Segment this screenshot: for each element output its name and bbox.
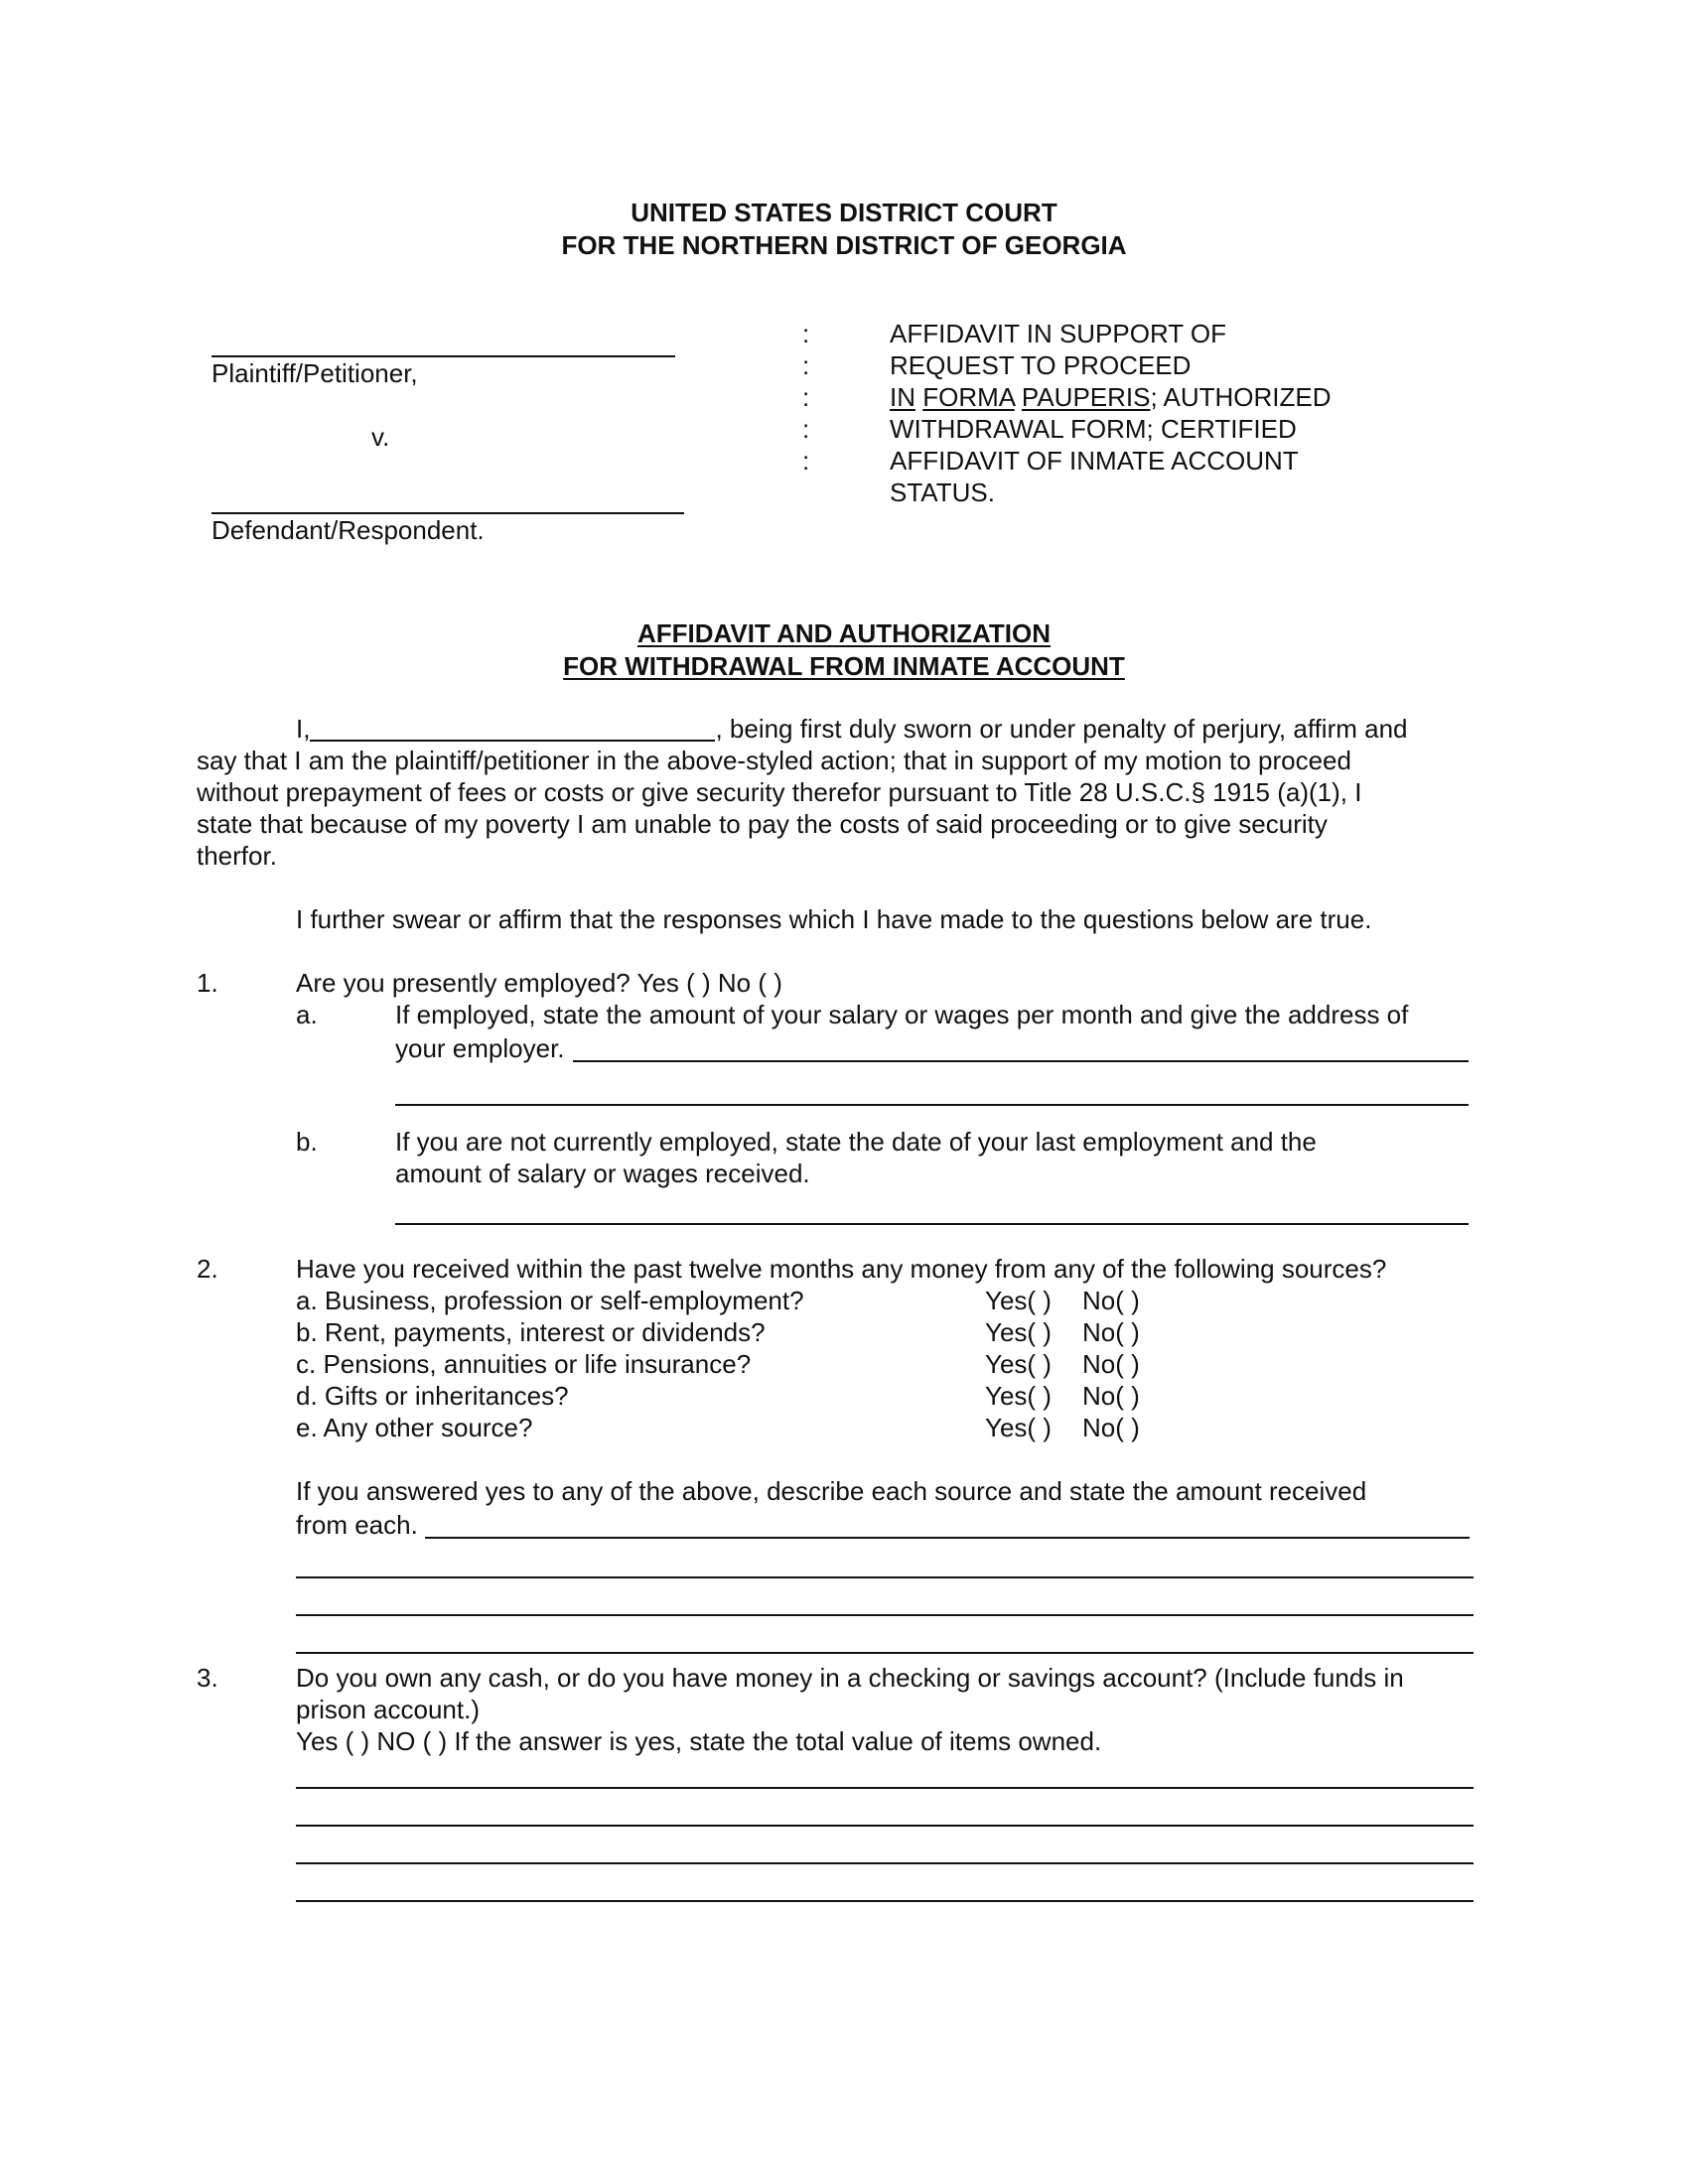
employer-answer-line[interactable] <box>395 1104 1469 1106</box>
sources-answer-line[interactable] <box>296 1614 1474 1616</box>
q3-text: Yes ( ) NO ( ) If the answer is yes, state the total value of items owned. <box>296 1726 1102 1756</box>
caption-colon: : <box>802 319 810 348</box>
q2-item-yes[interactable]: Yes( ) <box>985 1381 1052 1411</box>
q2-item-label: d. Gifts or inheritances? <box>296 1381 569 1411</box>
affidavit-title <box>0 617 1688 683</box>
q1b-label: b. <box>296 1127 318 1157</box>
versus-label: v. <box>371 422 390 452</box>
q2-item-yes[interactable]: Yes( ) <box>985 1286 1052 1315</box>
intro-line: therfor. <box>197 841 277 871</box>
q2-item-label: c. Pensions, annuities or life insurance? <box>296 1349 752 1379</box>
caption-title-line: STATUS. <box>890 478 995 507</box>
court-name: UNITED STATES DISTRICT COURT <box>631 198 1057 227</box>
assets-answer-line[interactable] <box>296 1900 1474 1902</box>
q1a-text: If employed, state the amount of your salary or wages per month and give the address of <box>395 1000 1409 1029</box>
i-prefix: I, <box>296 714 311 744</box>
q2-item-no[interactable]: No( ) <box>1082 1349 1140 1379</box>
intro-line: , being first duly sworn or under penalty of perjury, affirm and <box>715 714 1408 744</box>
caption-title-line: AFFIDAVIT OF INMATE ACCOUNT <box>890 446 1299 476</box>
q2-followup-text: If you answered yes to any of the above, describe each source and state the amount received <box>296 1476 1367 1506</box>
q2-number: 2. <box>197 1254 218 1284</box>
last-employment-answer-line[interactable] <box>395 1223 1469 1225</box>
assets-answer-line[interactable] <box>296 1787 1474 1789</box>
q1b-text: amount of salary or wages received. <box>395 1159 810 1188</box>
q2-text: Have you received within the past twelve months any money from any of the following sources? <box>296 1254 1387 1284</box>
caption-colon: : <box>802 350 810 380</box>
caption-colon: : <box>802 446 810 476</box>
q3-number: 3. <box>197 1663 218 1693</box>
intro-line: without prepayment of fees or costs or give security therefor pursuant to Title 28 U.S.C.§ 1915 (a)(1), I <box>197 777 1362 807</box>
q2-item-no[interactable]: No( ) <box>1082 1381 1140 1411</box>
q2-item-yes[interactable]: Yes( ) <box>985 1317 1052 1347</box>
q2-item-label: e. Any other source? <box>296 1413 533 1442</box>
q1-text: Are you presently employed? Yes ( ) No ( ) <box>296 968 782 998</box>
sources-answer-line[interactable] <box>425 1537 1470 1539</box>
q2-item-label: a. Business, profession or self-employment? <box>296 1286 804 1315</box>
q2-item-no[interactable]: No( ) <box>1082 1317 1140 1347</box>
court-district: FOR THE NORTHERN DISTRICT OF GEORGIA <box>561 230 1127 260</box>
q1b-text: If you are not currently employed, state the date of your last employment and the <box>395 1127 1317 1157</box>
employer-answer-line[interactable] <box>573 1060 1469 1062</box>
q2-item-yes[interactable]: Yes( ) <box>985 1413 1052 1442</box>
q2-followup-text: from each. <box>296 1510 418 1540</box>
intro-line: state that because of my poverty I am unable to pay the costs of said proceeding or to give security <box>197 809 1328 839</box>
court-header <box>0 197 1688 262</box>
in-latin: IN <box>890 382 915 412</box>
pauperis-latin: PAUPERIS <box>1021 382 1151 412</box>
sources-answer-line[interactable] <box>296 1576 1474 1578</box>
q2-item-no[interactable]: No( ) <box>1082 1413 1140 1442</box>
q3-text: prison account.) <box>296 1695 480 1724</box>
sources-answer-line[interactable] <box>296 1652 1474 1654</box>
q2-item-no[interactable]: No( ) <box>1082 1286 1140 1315</box>
assets-answer-line[interactable] <box>296 1862 1474 1864</box>
forma-latin: FORMA <box>922 382 1015 412</box>
title-line: FOR WITHDRAWAL FROM INMATE ACCOUNT <box>563 651 1125 681</box>
q1a-text: your employer. <box>395 1033 565 1063</box>
caption-authorized: ; AUTHORIZED <box>1150 382 1332 412</box>
caption-title-line: AFFIDAVIT IN SUPPORT OF <box>890 319 1227 348</box>
caption-title-line: REQUEST TO PROCEED <box>890 350 1192 380</box>
q2-item-label: b. Rent, payments, interest or dividends? <box>296 1317 766 1347</box>
q3-text: Do you own any cash, or do you have money in a checking or savings account? (Include funds in <box>296 1663 1404 1693</box>
defendant-label: Defendant/Respondent. <box>211 515 485 545</box>
caption-title-line <box>890 381 1332 413</box>
further-affirmation: I further swear or affirm that the responses which I have made to the questions below are true. <box>296 904 1372 934</box>
intro-first-line <box>296 713 1408 745</box>
caption-title-line: WITHDRAWAL FORM; CERTIFIED <box>890 414 1297 444</box>
plaintiff-label: Plaintiff/Petitioner, <box>211 358 418 388</box>
affiant-name-field[interactable] <box>310 714 715 742</box>
q2-item-yes[interactable]: Yes( ) <box>985 1349 1052 1379</box>
q1-number: 1. <box>197 968 218 998</box>
assets-answer-line[interactable] <box>296 1825 1474 1827</box>
intro-line: say that I am the plaintiff/petitioner in the above-styled action; that in support of my motion to proceed <box>197 746 1351 775</box>
q1a-label: a. <box>296 1000 318 1029</box>
caption-colon: : <box>802 382 810 412</box>
title-line: AFFIDAVIT AND AUTHORIZATION <box>637 618 1051 648</box>
caption-colon: : <box>802 414 810 444</box>
